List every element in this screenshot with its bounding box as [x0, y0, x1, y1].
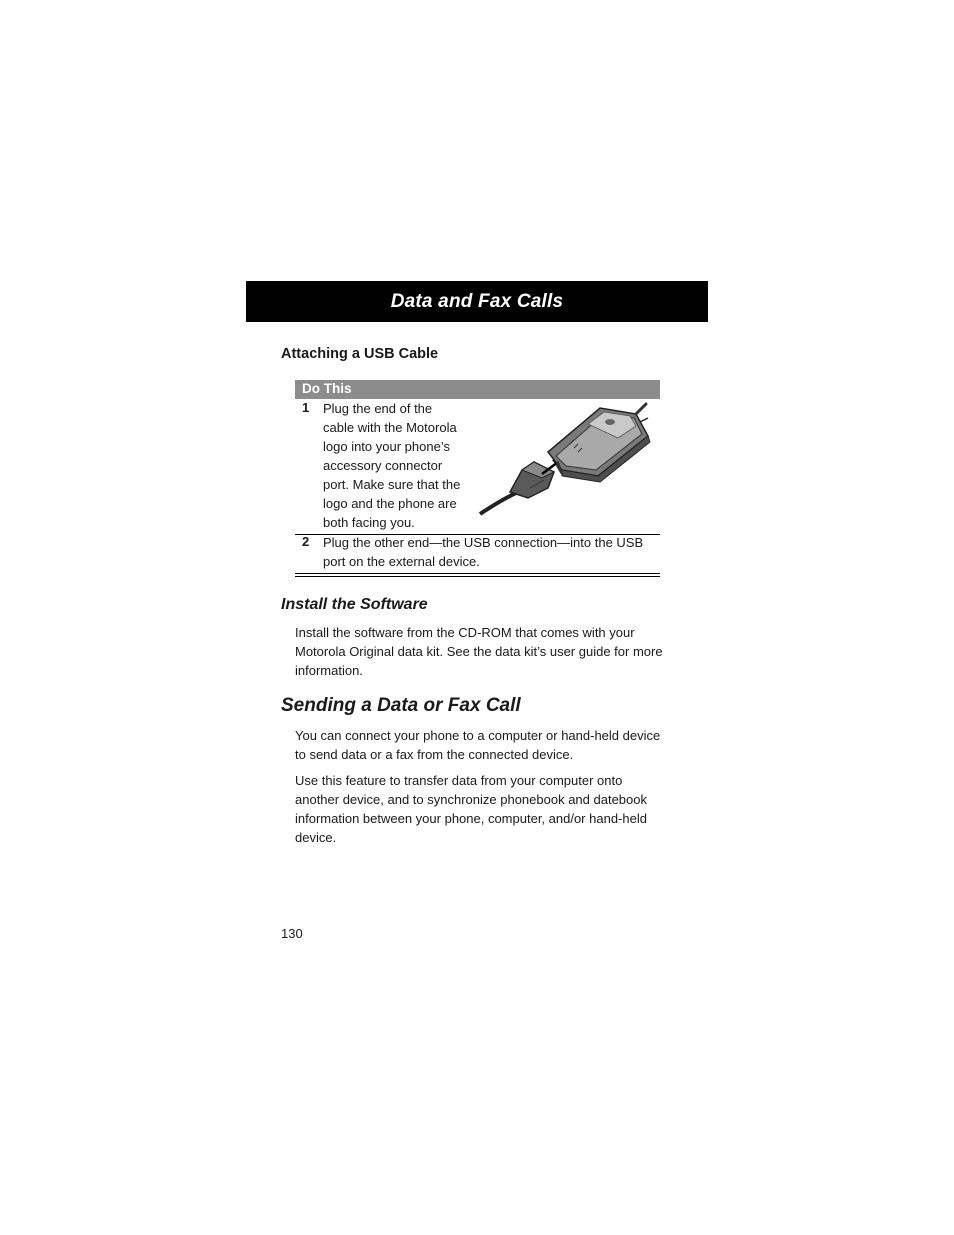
chapter-header-bar: [246, 281, 708, 322]
sending-paragraph-1: [295, 726, 667, 764]
section-subheading: Attaching a USB Cable: [281, 346, 439, 362]
step-line: Plug the other end—the USB connection—into the USB: [323, 535, 644, 550]
chapter-title: Data and Fax Calls: [390, 290, 564, 312]
install-heading: Install the Software: [281, 596, 428, 613]
step-line: Plug the end of the: [323, 401, 433, 416]
step-number: 1: [302, 400, 310, 415]
sending-paragraph-2: [295, 771, 667, 847]
table-bottom-rule: [295, 576, 660, 577]
table-header: [295, 380, 660, 399]
paragraph-line: Use this feature to transfer data from your computer onto: [295, 773, 623, 788]
step-line: logo into your phone’s: [323, 439, 450, 454]
paragraph-line: information between your phone, computer, and/or hand-held: [295, 811, 647, 826]
step-line: port. Make sure that the: [323, 477, 461, 492]
paragraph-line: device.: [295, 830, 337, 845]
paragraph-line: to send data or a fax from the connected device.: [295, 747, 574, 762]
step-text: [323, 533, 643, 571]
step-text: [323, 399, 460, 532]
phone-usb-cable-illustration: [470, 400, 660, 525]
step-number: 2: [302, 534, 310, 549]
step-line: cable with the Motorola: [323, 420, 457, 435]
table-column-header: Do This: [302, 381, 352, 396]
step-line: port on the external device.: [323, 554, 480, 569]
paragraph-line: Motorola Original data kit. See the data kit’s user guide for more: [295, 644, 663, 659]
sending-heading: Sending a Data or Fax Call: [281, 695, 521, 716]
page-number: 130: [281, 926, 303, 941]
install-paragraph: [295, 623, 667, 680]
paragraph-line: another device, and to synchronize phonebook and datebook: [295, 792, 647, 807]
paragraph-line: You can connect your phone to a computer or hand-held device: [295, 728, 661, 743]
paragraph-line: Install the software from the CD-ROM that comes with your: [295, 625, 635, 640]
table-bottom-rule: [295, 573, 660, 574]
paragraph-line: information.: [295, 663, 363, 678]
step-line: logo and the phone are: [323, 496, 457, 511]
step-line: both facing you.: [323, 515, 415, 530]
step-line: accessory connector: [323, 458, 443, 473]
